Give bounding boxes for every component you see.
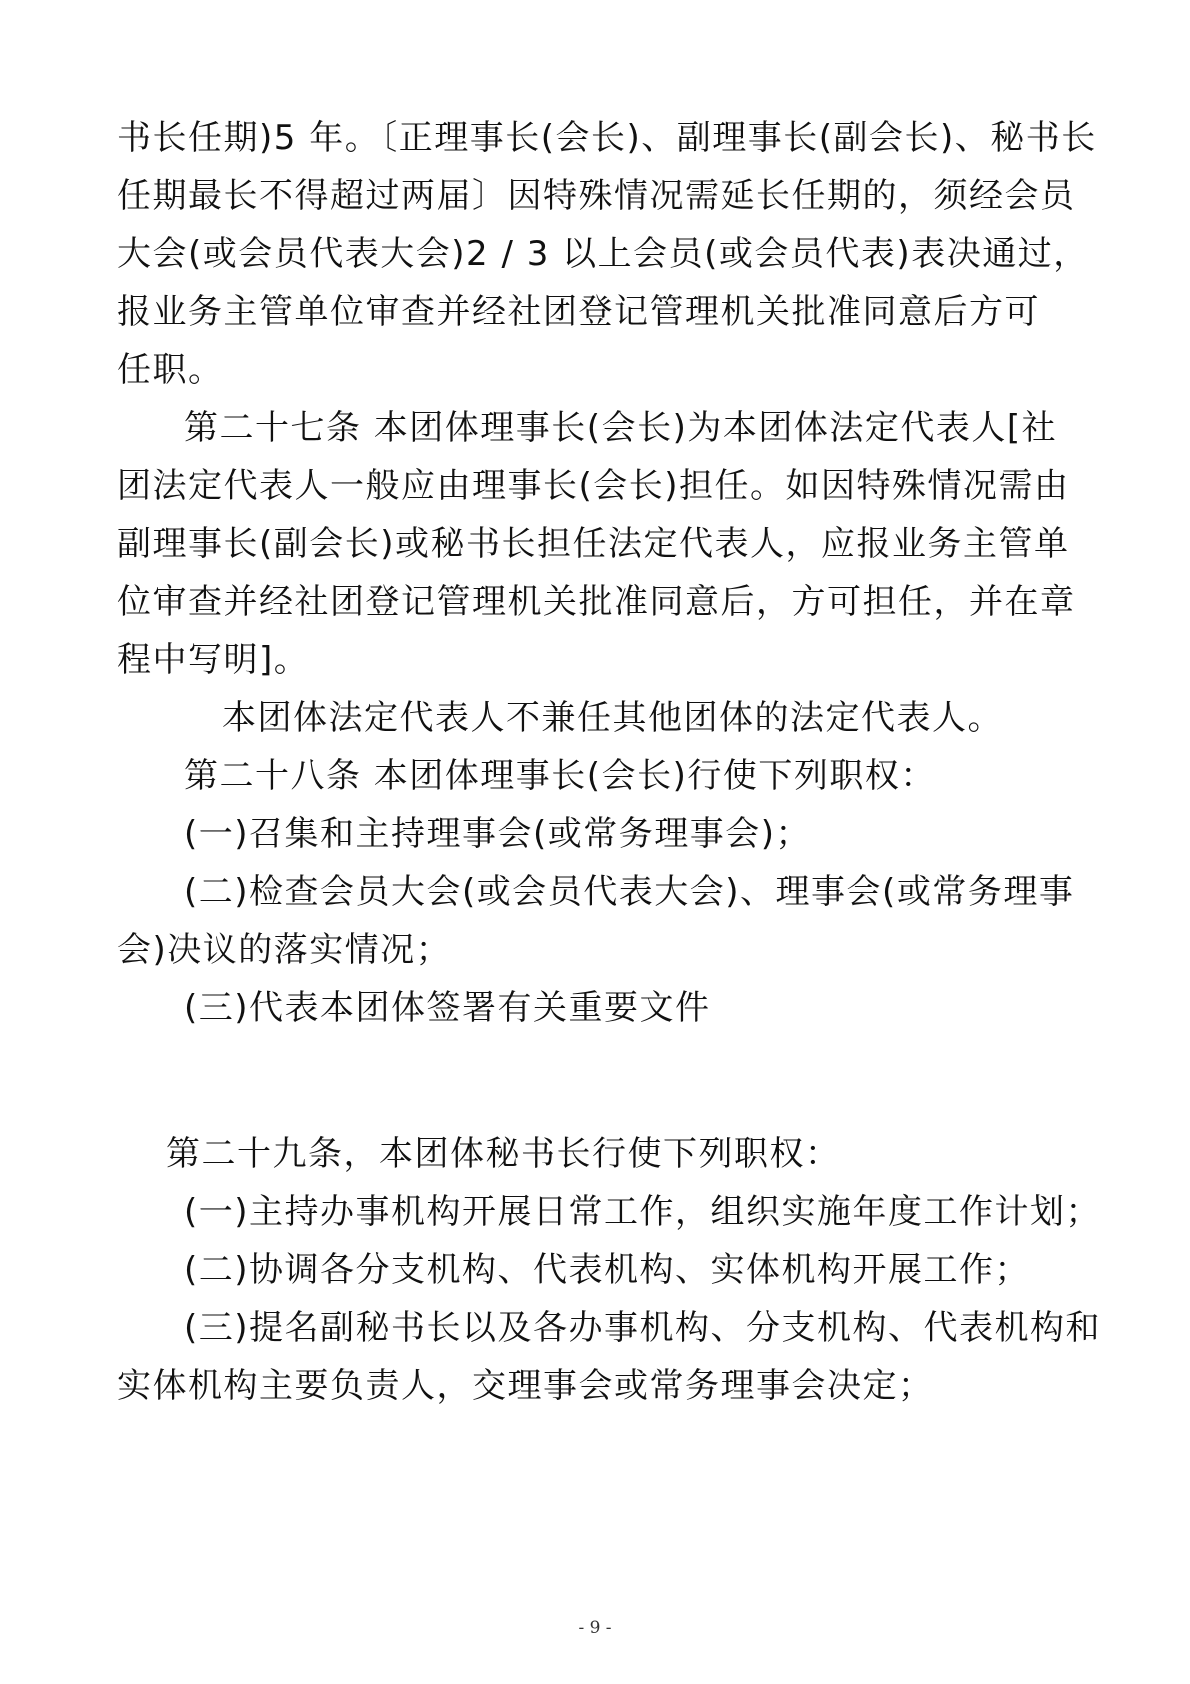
list-item: (二)协调各分支机构、代表机构、实体机构开展工作； (184, 1250, 1031, 1290)
list-item: (二)检查会员大会(或会员代表大会)、理事会(或常务理事 (184, 872, 1075, 912)
text-line: 会)决议的落实情况； (117, 930, 452, 970)
text-line: 任期最长不得超过两届〕因特殊情况需延长任期的，须经会员 (117, 176, 1076, 216)
list-item: (一)召集和主持理事会(或常务理事会)； (184, 814, 812, 854)
article-29-heading: 第二十九条，本团体秘书长行使下列职权： (166, 1134, 841, 1174)
article-27-heading: 第二十七条 本团体理事长(会长)为本团体法定代表人[社 (184, 408, 1058, 448)
page-number: - 9 - (578, 1618, 612, 1638)
list-item: (一)主持办事机构开展日常工作，组织实施年度工作计划； (184, 1192, 1102, 1232)
text-line: 位审查并经社团登记管理机关批准同意后，方可担任，并在章 (117, 582, 1076, 622)
text-line: 团法定代表人一般应由理事长(会长)担任。如因特殊情况需由 (117, 466, 1070, 506)
text-line: 实体机构主要负责人，交理事会或常务理事会决定； (117, 1366, 934, 1406)
list-item: (三)提名副秘书长以及各办事机构、分支机构、代表机构和 (184, 1308, 1102, 1348)
list-item: (三)代表本团体签署有关重要文件 (184, 988, 711, 1028)
text-line: 报业务主管单位审查并经社团登记管理机关批准同意后方可 (117, 292, 1040, 332)
text-line: 本团体法定代表人不兼任其他团体的法定代表人。 (222, 698, 1003, 738)
article-28-heading: 第二十八条 本团体理事长(会长)行使下列职权： (184, 756, 936, 796)
text-line: 大会(或会员代表大会)2 / 3 以上会员(或会员代表)表决通过， (117, 234, 1089, 274)
text-line: 程中写明]。 (117, 640, 310, 680)
text-line: 副理事长(副会长)或秘书长担任法定代表人，应报业务主管单 (117, 524, 1070, 564)
text-line: 书长任期)5 年。〔正理事长(会长)、副理事长(副会长)、秘书长 (117, 118, 1097, 158)
text-line: 任职。 (117, 350, 224, 390)
